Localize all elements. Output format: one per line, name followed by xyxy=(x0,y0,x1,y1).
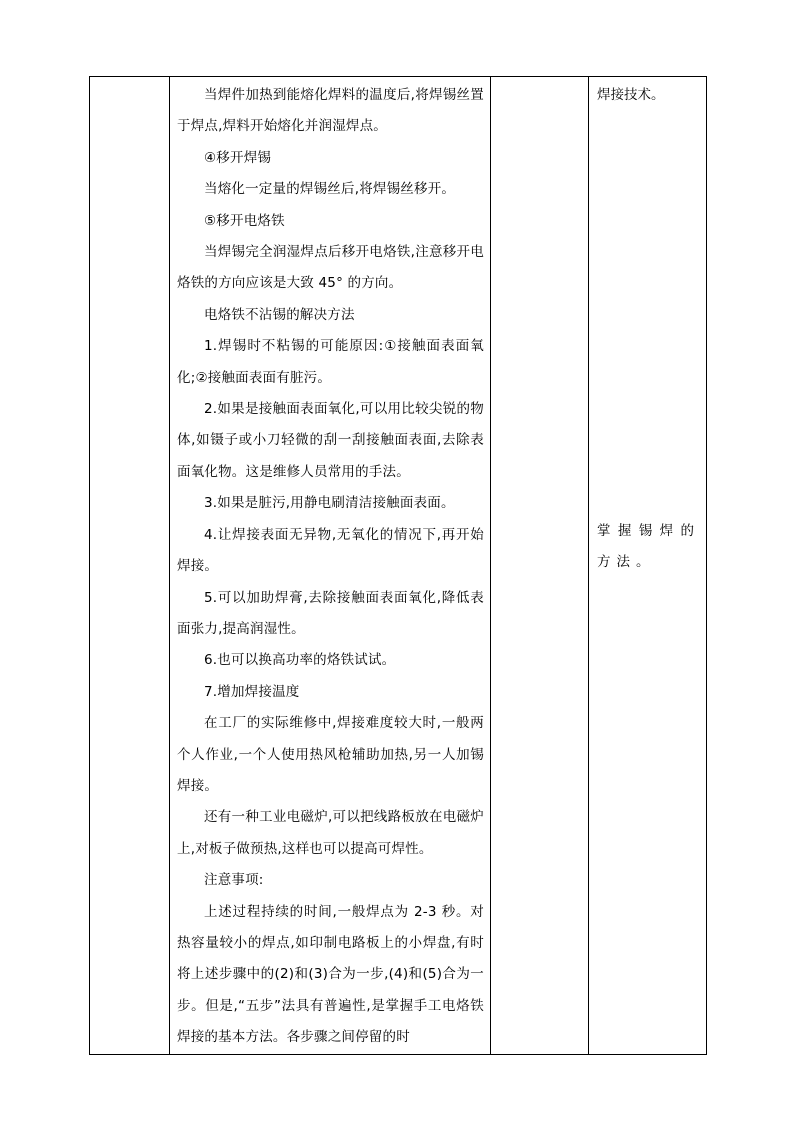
side-note-mid: 掌握锡焊的方法。 xyxy=(597,523,700,571)
paragraph: 上述过程持续的时间,一般焊点为 2-3 秒。对热容量较小的焊点,如印制电路板上的小焊盘,有时将上述步骤中的(2)和(3)合为一步,(4)和(5)合为一步。但是,“五步”法具有普遍性,是掌握手工电烙铁焊接的基本方法。各步骤之间停留的时 xyxy=(177,903,484,1046)
paragraph: 2.如果是接触面表面氧化,可以用比较尖锐的物体,如镊子或小刀轻微的刮一刮接触面表面,去除表面氧化物。这是维修人员常用的手法。 xyxy=(177,401,484,480)
paragraph: 在工厂的实际维修中,焊接难度较大时,一般两个人作业,一个人使用热风枪辅助加热,另一人加锡焊接。 xyxy=(177,715,484,794)
lesson-table xyxy=(89,76,707,1055)
paragraph: 当焊锡完全润湿焊点后移开电烙铁,注意移开电烙铁的方向应该是大致 45° 的方向。 xyxy=(177,244,484,292)
paragraph: 1.焊锡时不粘锡的可能原因:①接触面表面氧化;②接触面表面有脏污。 xyxy=(177,338,484,386)
side-notes-cell xyxy=(589,77,707,1055)
paragraph: 6.也可以换高功率的烙铁试试。 xyxy=(204,652,396,669)
paragraph: 电烙铁不沾锡的解决方法 xyxy=(204,306,355,323)
paragraph: ⑤移开电烙铁 xyxy=(204,212,285,229)
paragraph: 3.如果是脏污,用静电刷清洁接触面表面。 xyxy=(204,495,455,512)
paragraph: 5.可以加助焊膏,去除接触面表面氧化,降低表面张力,提高润湿性。 xyxy=(177,589,484,637)
side-note-top: 焊接技术。 xyxy=(597,87,665,103)
paragraph: 4.让焊接表面无异物,无氧化的情况下,再开始焊接。 xyxy=(177,526,484,575)
paragraph: ④移开焊锡 xyxy=(204,149,272,166)
paragraph: 还有一种工业电磁炉,可以把线路板放在电磁炉上,对板子做预热,这样也可以提高可焊性。 xyxy=(177,809,484,857)
empty-cell-left xyxy=(90,77,170,1055)
paragraph: 注意事项: xyxy=(204,872,264,889)
content-cell xyxy=(170,77,491,1055)
empty-cell-middle xyxy=(491,77,589,1055)
paragraph: 当熔化一定量的焊锡丝后,将焊锡丝移开。 xyxy=(204,181,456,198)
paragraph: 当焊件加热到能熔化焊料的温度后,将焊锡丝置于焊点,焊料开始熔化并润湿焊点。 xyxy=(177,87,484,135)
paragraph: 7.增加焊接温度 xyxy=(204,683,300,700)
